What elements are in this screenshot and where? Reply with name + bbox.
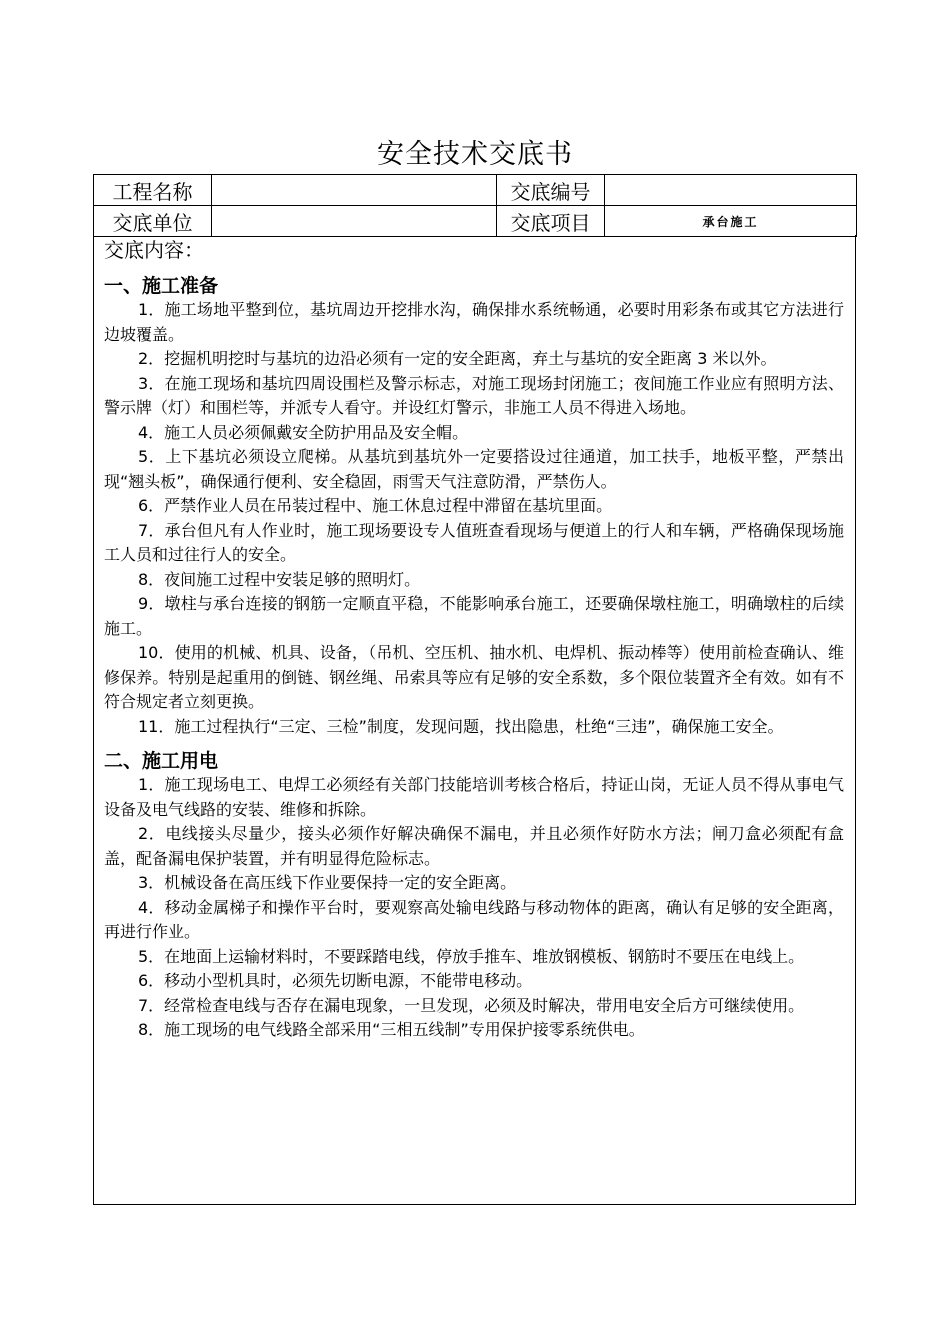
list-item: 2．挖掘机明挖时与基坑的边沿必须有一定的安全距离，弃土与基坑的安全距离 3 米以外。 bbox=[138, 349, 777, 368]
header-table bbox=[93, 174, 857, 237]
item-label: 交底项目 bbox=[497, 206, 605, 237]
list-item: 3．在施工现场和基坑四周设围栏及警示标志，对施工现场封闭施工；夜间施工作业应有照明方法、警示牌（灯）和围栏等，并派专人看守。并设红灯警示，非施工人员不得进入场地。 bbox=[104, 373, 844, 417]
list-item: 7．经常检查电线与否存在漏电现象，一旦发现，必须及时解决，带用电安全后方可继续使用。 bbox=[138, 995, 805, 1015]
list-item: 5．上下基坑必须设立爬梯。从基坑到基坑外一定要搭设过往通道，加工扶手，地板平整，严禁出现“翘头板”，确保通行便利、安全稳固，雨雪天气注意防滑，严禁伤人。 bbox=[104, 447, 844, 491]
list-item: 8．夜间施工过程中安装足够的照明灯。 bbox=[138, 569, 421, 589]
unit-label: 交底单位 bbox=[94, 206, 212, 237]
list-item: 4．移动金属梯子和操作平台时，要观察高处输电线路与移动物体的距离，确认有足够的安全距离，再进行作业。 bbox=[104, 897, 844, 941]
project-name-field[interactable] bbox=[212, 175, 497, 206]
document-title: 安全技术交底书 bbox=[377, 139, 573, 170]
code-field[interactable] bbox=[605, 175, 857, 206]
list-item: 2．电线接头尽量少，接头必须作好解决确保不漏电，并且必须作好防水方法；闸刀盒必须配有盒盖，配备漏电保护装置，并有明显得危险标志。 bbox=[104, 824, 844, 868]
list-item: 3．机械设备在高压线下作业要保持一定的安全距离。 bbox=[138, 873, 517, 892]
header-row-1 bbox=[94, 175, 857, 206]
list-item: 7．承台但凡有人作业时，施工现场要设专人值班查看现场与便道上的行人和车辆，严格确保现场施工人员和过往行人的安全。 bbox=[104, 520, 844, 564]
list-item: 6．移动小型机具时，必须先切断电源，不能带电移动。 bbox=[138, 971, 533, 990]
section-heading-preparation: 一、施工准备 bbox=[104, 275, 219, 297]
list-item: 8．施工现场的电气线路全部采用“三相五线制”专用保护接零系统供电。 bbox=[138, 1020, 645, 1039]
list-item: 5．在地面上运输材料时，不要踩踏电线，停放手推车、堆放钢模板、钢筋时不要压在电线上。 bbox=[138, 946, 805, 966]
code-label: 交底编号 bbox=[497, 175, 605, 206]
section-heading-electricity: 二、施工用电 bbox=[104, 750, 219, 772]
item-field[interactable]: 承台施工 bbox=[605, 206, 857, 237]
content-box bbox=[93, 235, 856, 1205]
list-item: 4．施工人员必须佩戴安全防护用品及安全帽。 bbox=[138, 422, 469, 442]
list-item: 1．施工现场电工、电焊工必须经有关部门技能培训考核合格后，持证山岗，无证人员不得从事电气设备及电气线路的安装、维修和拆除。 bbox=[104, 775, 844, 819]
list-item: 10．使用的机械、机具、设备，（吊机、空压机、抽水机、电焊机、振动棒等）使用前检查确认、维修保养。特别是起重用的倒链、钢丝绳、吊索具等应有足够的安全系数，多个限位装置齐全有效。如有不符合规定者立刻更换。 bbox=[104, 643, 844, 711]
project-name-label: 工程名称 bbox=[94, 175, 212, 206]
unit-field[interactable] bbox=[212, 206, 497, 237]
list-item: 1．施工场地平整到位，基坑周边开挖排水沟，确保排水系统畅通，必要时用彩条布或其它方法进行边坡覆盖。 bbox=[104, 300, 844, 344]
list-item: 11．施工过程执行“三定、三检”制度，发现问题，找出隐患，杜绝“三违”，确保施工安全。 bbox=[138, 716, 784, 736]
list-item: 6．严禁作业人员在吊装过程中、施工休息过程中滞留在基坑里面。 bbox=[138, 496, 613, 515]
header-row-2 bbox=[94, 206, 857, 237]
content-label: 交底内容： bbox=[104, 238, 204, 262]
list-item: 9．墩柱与承台连接的钢筋一定顺直平稳，不能影响承台施工，还要确保墩柱施工，明确墩柱的后续施工。 bbox=[104, 594, 844, 638]
